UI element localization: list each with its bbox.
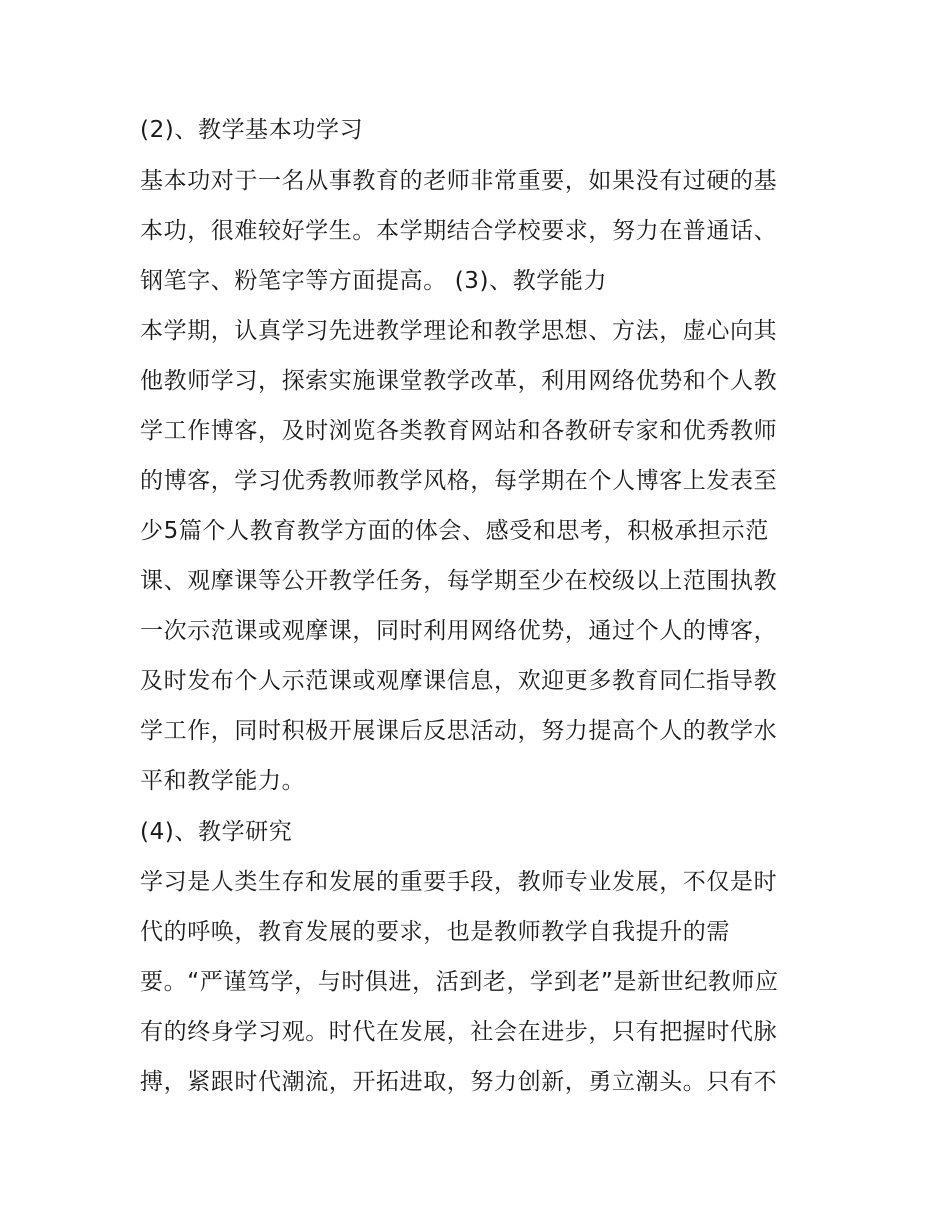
text-line: 学工作博客，及时浏览各类教育网站和各教研专家和优秀教师 [140, 418, 778, 444]
heading-basic-skills: (2)、教学基本功学习 [140, 117, 364, 143]
text-line: 的博客，学习优秀教师教学风格，每学期在个人博客上发表至 [140, 468, 778, 494]
text-line: 基本功对于一名从事教育的老师非常重要，如果没有过硬的基 [140, 168, 778, 194]
text-line: 课、观摩课等公开教学任务，每学期至少在校级以上范围执教 [140, 568, 778, 594]
text-line: 少5篇个人教育教学方面的体会、感受和思考，积极承担示范 [140, 518, 769, 544]
text-line: 本功，很难较好学生。本学期结合学校要求，努力在普通话、 [140, 218, 778, 244]
text-line: 钢笔字、粉笔字等方面提高。 (3)、教学能力 [140, 268, 608, 294]
text-line: 学工作，同时积极开展课后反思活动，努力提高个人的教学水 [140, 718, 778, 744]
heading-teaching-research: (4)、教学研究 [140, 819, 293, 845]
text-line: 要。“严谨笃学，与时俱进，活到老，学到老”是新世纪教师应 [140, 969, 779, 995]
text-line: 搏，紧跟时代潮流，开拓进取，努力创新，勇立潮头。只有不 [140, 1069, 778, 1095]
text-line: 及时发布个人示范课或观摩课信息，欢迎更多教育同仁指导教 [140, 668, 778, 694]
text-line: 本学期，认真学习先进教学理论和教学思想、方法，虚心向其 [140, 318, 778, 344]
text-line: 学习是人类生存和发展的重要手段，教师专业发展，不仅是时 [140, 869, 778, 895]
text-line: 有的终身学习观。时代在发展，社会在进步，只有把握时代脉 [140, 1019, 778, 1045]
text-line: 他教师学习，探索实施课堂教学改革，利用网络优势和个人教 [140, 368, 778, 394]
text-line: 代的呼唤，教育发展的要求，也是教师教学自我提升的需 [140, 919, 730, 945]
text-line: 一次示范课或观摩课，同时利用网络优势，通过个人的博客， [140, 618, 778, 644]
text-line: 平和教学能力。 [140, 768, 306, 794]
